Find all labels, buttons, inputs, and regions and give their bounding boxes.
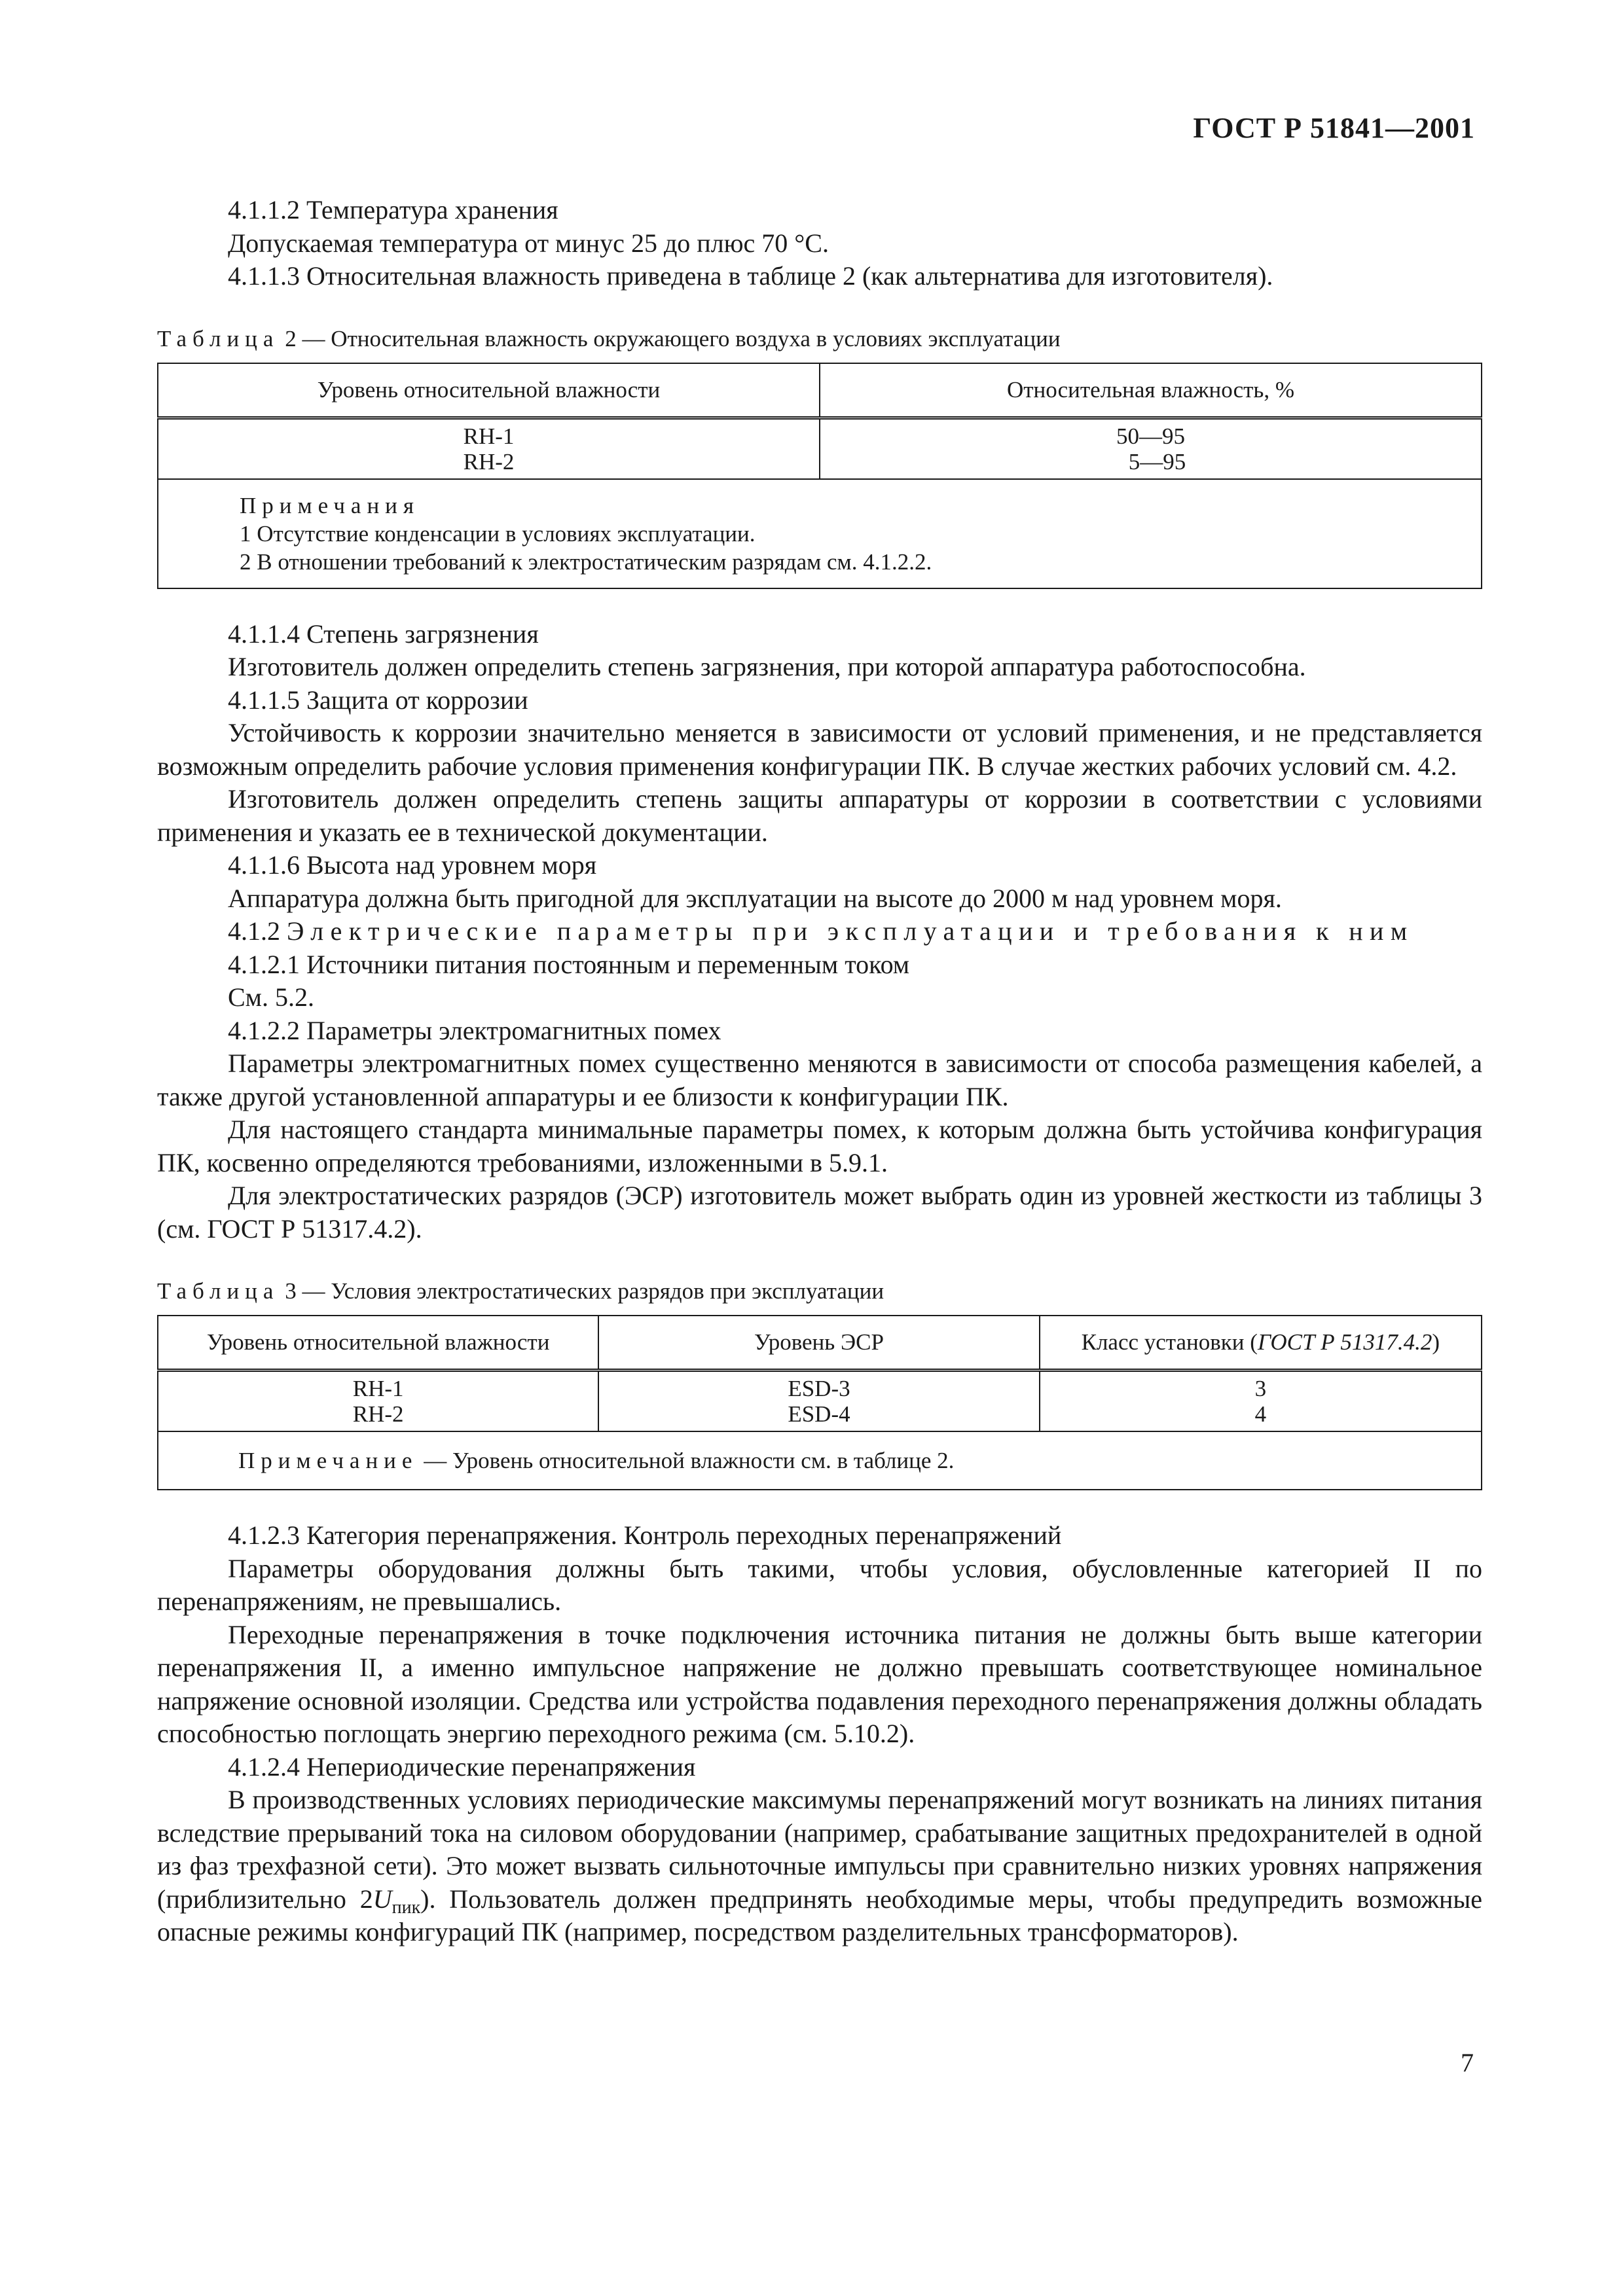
table-3-header-row <box>158 1316 1482 1371</box>
table-3-header-text: Класс установки ( <box>1081 1329 1258 1355</box>
section-c <box>157 1519 1482 1949</box>
table-2 <box>157 363 1482 589</box>
clause-4-1-2-number: 4.1.2 <box>228 916 280 946</box>
emi-text-1: Параметры электромагнитных помех существенно меняются в зависимости от способа размещения кабелей, а также другой установленной аппаратуры и ее близости к конфигурации ПК. <box>157 1049 1482 1111</box>
table-3-header-close: ) <box>1432 1329 1440 1355</box>
table-3-note-row <box>158 1431 1482 1490</box>
nonperiodic-text-part-2: ). Пользователь должен предпринять необходимые меры, чтобы предупредить возможные опасные режимы конфигураций ПК (например, посредством разделительных трансформаторов). <box>157 1884 1483 1946</box>
table-2-caption-word: Таблица <box>157 325 280 351</box>
nonperiodic-overvoltage-text <box>157 1784 1482 1949</box>
table-2-value: 5—95 <box>1128 448 1186 475</box>
transient-overvoltage-text: Переходные перенапряжения в точке подключения источника питания не должны быть выше категории перенапряжения II, а именно импульсное напряжение не должно превышать соответствующее номинальное напряжение основной изоляции. Средства или устройства подавления переходного перенапряжения должны обладать способностью поглощать энергию переходного режима (см. 5.10.2). <box>157 1619 1482 1748</box>
table-3-value: RH-1 <box>352 1376 404 1401</box>
table-2-value: RH-2 <box>463 448 515 475</box>
overvoltage-category-text: Параметры оборудования должны быть такими, чтобы условия, обусловленные категорией II по перенапряжениям, не превышались. <box>157 1553 1482 1616</box>
table-2-header-cell: Относительная влажность, % <box>820 363 1482 418</box>
table-2-cell <box>820 418 1482 479</box>
table-3-cell <box>158 1371 598 1432</box>
table-2-value: 50—95 <box>1116 423 1185 449</box>
voltage-symbol: U <box>373 1884 392 1914</box>
clause-4-1-1-2-title: 4.1.1.2 Температура хранения <box>228 195 558 224</box>
nonperiodic-text-part-1: В производственных условиях периодические максимумы перенапряжений могут возникать на линиях питания вследствие прерываний тока на силовом оборудовании (например, срабатывание защитных предохранителей в одной из фаз трехфазной сети). Это может вызвать сильноточные импульсы при сравнительно низких уровнях напряжения (приблизительно 2 <box>157 1785 1482 1914</box>
clause-4-1-2-heading: Электрические параметры при эксплуатации и требования к ним <box>287 916 1414 946</box>
table-3-value: ESD-3 <box>788 1376 850 1401</box>
table-2-header-cell: Уровень относительной влажности <box>158 363 820 418</box>
clause-4-1-2-4-title: 4.1.2.4 Непериодические перенапряжения <box>228 1751 696 1782</box>
table-2-cell <box>158 418 820 479</box>
clause-4-1-2-3-title: 4.1.2.3 Категория перенапряжения. Контроль переходных перенапряжений <box>228 1520 1062 1550</box>
table-2-notes-title: Примечания <box>240 492 420 518</box>
pollution-degree-text: Изготовитель должен определить степень загрязнения, при которой аппаратура работоспособна. <box>228 652 1306 681</box>
table-2-caption-text: 2 — Относительная влажность окружающего воздуха в условиях эксплуатации <box>285 325 1061 351</box>
clause-4-1-2-2-title: 4.1.2.2 Параметры электромагнитных помех <box>228 1015 721 1045</box>
table-3-header-cell <box>1040 1316 1482 1371</box>
emi-text-2: Для настоящего стандарта минимальные параметры помех, к которым должна быть устойчива конфигурация ПК, косвенно определяются требованиями, изложенными в 5.9.1. <box>157 1115 1482 1177</box>
esd-text: Для электростатических разрядов (ЭСР) изготовитель может выбрать один из уровней жесткости из таблицы 3 (см. ГОСТ Р 51317.4.2). <box>157 1181 1482 1244</box>
table-3-cell <box>1040 1371 1482 1432</box>
table-2-values-row <box>158 418 1482 479</box>
section-b <box>157 618 1482 1246</box>
table-3-note-text: — Уровень относительной влажности см. в таблице 2. <box>424 1448 955 1473</box>
table-2-notes-row <box>158 479 1482 588</box>
table-3-cell <box>598 1371 1039 1432</box>
table-3-value: ESD-4 <box>788 1401 850 1427</box>
table-2-note: 1 Отсутствие конденсации в условиях эксплуатации. <box>240 520 756 547</box>
storage-temperature-text: Допускаемая температура от минус 25 до плюс 70 °С. <box>228 228 829 258</box>
table-3-note-cell <box>158 1431 1482 1490</box>
altitude-text: Аппаратура должна быть пригодной для эксплуатации на высоте до 2000 м над уровнем моря. <box>228 883 1282 913</box>
table-3-value: RH-2 <box>352 1401 404 1427</box>
clause-4-1-1-6-title: 4.1.1.6 Высота над уровнем моря <box>228 850 597 880</box>
table-3-caption-text: 3 — Условия электростатических разрядов при эксплуатации <box>285 1278 884 1304</box>
page-number: 7 <box>1461 2048 1474 2077</box>
table-3-header-cell: Уровень ЭСР <box>598 1316 1039 1371</box>
table-3-caption-word: Таблица <box>157 1278 280 1304</box>
clause-4-1-1-4-title: 4.1.1.4 Степень загрязнения <box>228 619 539 649</box>
clause-4-1-2-title <box>157 915 1482 948</box>
voltage-subscript: пик <box>392 1897 421 1918</box>
table-3-values-row <box>158 1371 1482 1432</box>
document-id-header: ГОСТ Р 51841—2001 <box>1193 112 1475 144</box>
clause-4-1-1-5-title: 4.1.1.5 Защита от коррозии <box>228 685 528 715</box>
table-3-caption <box>157 1277 1482 1306</box>
table-2-note: 2 В отношении требований к электростатическим разрядам см. 4.1.2.2. <box>240 548 932 575</box>
table-3 <box>157 1315 1482 1490</box>
corrosion-text-2: Изготовитель должен определить степень защиты аппаратуры от коррозии в соответствии с условиями применения и указать ее в технической документации. <box>157 784 1482 847</box>
table-3-header-reference: ГОСТ Р 51317.4.2 <box>1257 1329 1432 1355</box>
corrosion-text-1: Устойчивость к коррозии значительно меняется в зависимости от условий применения, и не представляется возможным определить рабочие условия применения конфигурации ПК. В случае жестких рабочих условий см. 4.2. <box>157 718 1482 781</box>
table-3-header-cell: Уровень относительной влажности <box>158 1316 598 1371</box>
table-2-header-row <box>158 363 1482 418</box>
table-3-value: 3 <box>1254 1376 1267 1401</box>
clause-4-1-2-1-title: 4.1.2.1 Источники питания постоянным и переменным током <box>228 949 910 979</box>
clause-4-1-1-3-text: 4.1.1.3 Относительная влажность приведена в таблице 2 (как альтернатива для изготовителя). <box>228 261 1273 291</box>
table-3-note-word: Примечание <box>238 1448 418 1473</box>
page-body <box>157 194 1482 1949</box>
table-2-notes-cell <box>158 479 1482 588</box>
table-2-value: RH-1 <box>463 423 515 449</box>
power-supply-ref: См. 5.2. <box>228 982 314 1012</box>
table-2-caption <box>157 325 1482 353</box>
table-3-value: 4 <box>1254 1401 1267 1427</box>
